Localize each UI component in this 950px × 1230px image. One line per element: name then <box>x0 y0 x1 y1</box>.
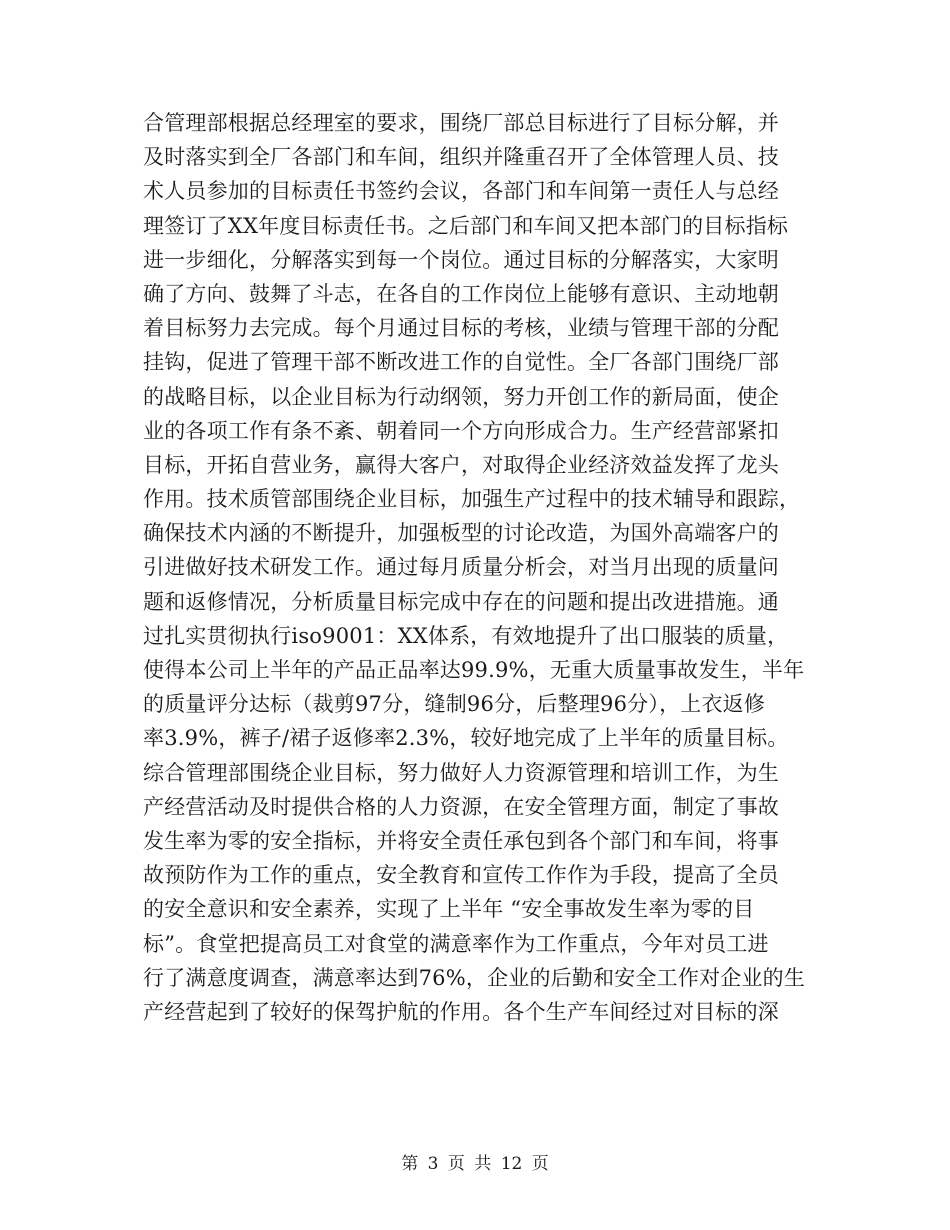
text-line: 产经营活动及时提供合格的人力资源，在安全管理方面，制定了事故 <box>143 794 779 819</box>
text-line: 过扎实贯彻执行iso9001：XX体系，有效地提升了出口服装的质量， <box>143 623 789 648</box>
text-line: 确保技术内涵的不断提升，加强板型的讨论改造，为国外高端客户的 <box>143 521 779 546</box>
text-line: 术人员参加的目标责任书签约会议，各部门和车间第一责任人与总经 <box>143 179 779 204</box>
text-line: 确了方向、鼓舞了斗志，在各自的工作岗位上能够有意识、主动地朝 <box>143 281 779 306</box>
text-line: 作用。技术质管部围绕企业目标，加强生产过程中的技术辅导和跟踪， <box>143 487 801 512</box>
text-line: 标”。食堂把提高员工对食堂的满意率作为工作重点，今年对员工进 <box>143 931 769 956</box>
text-line: 合管理部根据总经理室的要求，围绕厂部总目标进行了目标分解，并 <box>143 111 779 135</box>
text-line: 业的各项工作有条不紊、朝着同一个方向形成合力。生产经营部紧扣 <box>143 418 779 443</box>
text-line: 故预防作为工作的重点，安全教育和宣传工作作为手段，提高了全员 <box>143 863 779 888</box>
text-line: 产经营起到了较好的保驾护航的作用。各个生产车间经过对目标的深 <box>143 999 779 1024</box>
text-line: 的战略目标，以企业目标为行动纲领，努力开创工作的新局面，使企 <box>143 384 779 409</box>
page-number-footer: 第 3 页 共 12 页 <box>401 1154 549 1174</box>
text-line: 进一步细化，分解落实到每一个岗位。通过目标的分解落实，大家明 <box>143 247 779 272</box>
text-line: 着目标努力去完成。每个月通过目标的考核，业绩与管理干部的分配 <box>143 316 779 341</box>
text-line: 使得本公司上半年的产品正品率达99.9%，无重大质量事故发生，半年 <box>143 658 805 682</box>
text-line: 发生率为零的安全指标，并将安全责任承包到各个部门和车间，将事 <box>143 828 779 853</box>
text-line: 行了满意度调查，满意率达到76%，企业的后勤和安全工作对企业的生 <box>143 965 806 990</box>
text-line: 及时落实到全厂各部门和车间，组织并隆重召开了全体管理人员、技 <box>143 145 779 170</box>
text-line: 挂钩，促进了管理干部不断改进工作的自觉性。全厂各部门围绕厂部 <box>143 350 779 375</box>
text-line: 引进做好技术研发工作。通过每月质量分析会，对当月出现的质量问 <box>143 555 779 580</box>
text-line: 综合管理部围绕企业目标，努力做好人力资源管理和培训工作，为生 <box>143 760 779 785</box>
body-text <box>143 106 813 1029</box>
text-line: 题和返修情况，分析质量目标完成中存在的问题和提出改进措施。通 <box>143 589 779 614</box>
text-line: 率3.9%，裤子/裙子返修率2.3%，较好地完成了上半年的质量目标。 <box>143 726 789 751</box>
text-line: 目标，开拓自营业务，赢得大客户，对取得企业经济效益发挥了龙头 <box>143 452 779 477</box>
text-line: 的质量评分达标（裁剪97分，缝制96分，后整理96分），上衣返修 <box>143 692 766 717</box>
text-line: 的安全意识和安全素养，实现了上半年 “安全事故发生率为零的目 <box>143 897 755 922</box>
text-line: 理签订了XX年度目标责任书。之后部门和车间又把本部门的目标指标 <box>143 213 789 238</box>
